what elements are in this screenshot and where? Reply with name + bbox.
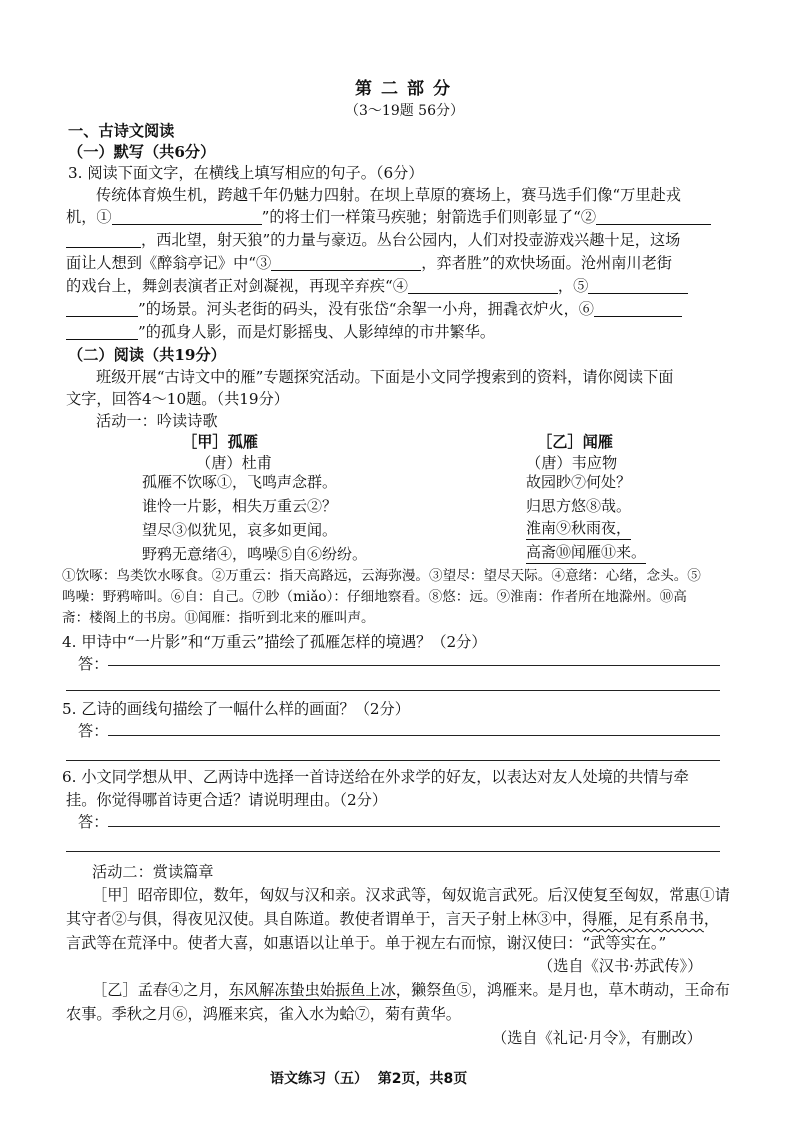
classical-yi-source: （选自《礼记·月令》，有删改） [492, 1029, 702, 1047]
answer-label: 答： [78, 813, 109, 831]
page-subtitle: （3～19题 56分） [345, 103, 464, 119]
classical-jia-line-3: 言武等在荒泽中。使者大喜，如惠语以让单于。单于视左右而惊，谢汉使曰：“武等实在。” [66, 934, 667, 952]
intro-line-2: 文字，回答4～10题。（共19分） [66, 390, 289, 408]
annotation-line-1: ①饮啄：鸟类饮水啄食。②万重云：指天高路远，云海弥漫。③望尽：望尽天际。④意绪：心绪，念头。⑤ [62, 568, 701, 584]
question-5: 5. 乙诗的画线句描绘了一幅什么样的画面？（2分） [62, 700, 410, 718]
poem-jia-author: （唐）杜甫 [196, 454, 272, 472]
question-4: 4. 甲诗中“一片影”和“万重云”描绘了孤雁怎样的境遇？（2分） [62, 633, 487, 651]
poem-yi-title: ［乙］闻雁 [537, 433, 613, 451]
classical-yi-line-2: 农事。季秋之月⑥，鸿雁来宾，雀入水为蛤⑦，菊有黄华。 [66, 1005, 461, 1023]
poem-yi-line: 故园眇⑦何处？ [526, 473, 632, 491]
part1-heading: （一）默写（共6分） [68, 143, 216, 161]
page-footer: 语文练习（五） 第2页，共8页 [270, 1071, 468, 1087]
poem-yi-author: （唐）韦应物 [526, 454, 618, 472]
part2-heading: （二）阅读（共19分） [68, 346, 226, 364]
answer-line[interactable] [66, 690, 720, 691]
q3-stem: 3. 阅读下面文字，在横线上填写相应的句子。（6分） [68, 164, 424, 182]
annotation-line-3: 斋：楼阁上的书房。⑪闻雁：指听到北来的雁叫声。 [62, 610, 375, 626]
passage-line-6: ”的场景。河头老街的码头，没有张岱“余挐一小舟，拥毳衣炉火，⑥ [66, 298, 682, 320]
page-title: 第二部分 [355, 79, 459, 99]
passage-line-3: ，西北望，射天狼”的力量与豪迈。丛台公园内，人们对投壶游戏兴趣十足，这场 [66, 229, 680, 251]
passage-line-2: 机，① ”的将士们一样策马疾驰；射箭选手们则彰显了“② [66, 206, 711, 228]
answer-blank-4[interactable] [408, 278, 558, 294]
poem-jia-line: 谁怜一片影，相失万重云②？ [142, 497, 338, 515]
classical-jia-line-1: ［甲］昭帝即位，数年，匈奴与汉和亲。汉求武等，匈奴诡言武死。后汉使复至匈奴，常惠①请 [92, 886, 730, 904]
intro-line-1: 班级开展“古诗文中的雁”专题探究活动。下面是小文同学搜索到的资料，请你阅读下面 [96, 368, 674, 386]
classical-jia-source: （选自《汉书·苏武传》） [538, 957, 703, 975]
answer-blank-2[interactable] [596, 209, 711, 225]
answer-blank-6[interactable] [594, 301, 682, 317]
annotation-line-2: 鸣噪：野鸦啼叫。⑥自：自己。⑦眇（miǎo）：仔细地察看。⑧悠：远。⑨淮南：作者所在地滁州。⑩高 [62, 589, 687, 605]
question-6-line-2: 挂。你觉得哪首诗更合适？请说明理由。（2分） [66, 791, 388, 809]
poem-jia-line: 野鸦无意绪④，鸣噪⑤自⑥纷纷。 [142, 545, 368, 563]
activity2-heading: 活动二：赏读篇章 [92, 863, 214, 881]
answer-blank-5[interactable] [588, 278, 688, 294]
question-6-line-1: 6. 小文同学想从甲、乙两诗中选择一首诗送给在外求学的好友，以表达对友人处境的共情与牵 [62, 768, 689, 786]
underlined-phrase: 东风解冻蛰虫始振鱼上冰 [228, 981, 396, 999]
answer-label: 答： [78, 722, 109, 740]
answer-blank-5-cont[interactable] [66, 301, 138, 317]
passage-line-7: ”的孤身人影，而是灯影摇曳、人影绰绰的市井繁华。 [66, 321, 495, 343]
answer-blank-1[interactable] [112, 209, 262, 225]
poem-jia-title: ［甲］孤雁 [182, 433, 258, 451]
poem-jia-line: 望尽③似犹见，哀多如更闻。 [142, 521, 338, 539]
classical-yi-line-1: ［乙］孟春④之月，东风解冻蛰虫始振鱼上冰，獭祭鱼⑤，鸿雁来。是月也，草木萌动，王命布 [92, 981, 730, 999]
wavy-underlined-phrase: 得雁，足有系帛书 [582, 910, 704, 928]
poem-yi-underlined-line: 高斋⑩闻雁⑪来。 [526, 542, 646, 564]
passage-line-4: 面让人想到《醉翁亭记》中“③ ，弈者胜”的欢快场面。沧州南川老街 [66, 254, 672, 272]
passage-line-1: 传统体育焕生机，跨越千年仍魅力四射。在坝上草原的赛场上，赛马选手们像“万里赴戎 [96, 186, 681, 204]
activity1-heading: 活动一：吟读诗歌 [96, 412, 218, 430]
answer-line[interactable] [108, 826, 720, 827]
passage-line-5: 的戏台上，舞剑表演者正对剑凝视，再现辛弃疾“④ ，⑤ [66, 275, 688, 297]
answer-line[interactable] [108, 735, 720, 736]
poem-yi-underlined-line: 淮南⑨秋雨夜， [526, 518, 631, 540]
answer-line[interactable] [66, 760, 720, 761]
section-heading: 一、古诗文阅读 [68, 122, 175, 140]
answer-blank-6-cont[interactable] [66, 324, 138, 340]
answer-blank-3[interactable] [271, 255, 421, 271]
answer-label: 答： [78, 655, 109, 673]
answer-line[interactable] [108, 665, 720, 666]
answer-line[interactable] [66, 851, 720, 852]
classical-jia-line-2: 其守者②与俱，得夜见汉使。具自陈道。教使者谓单于，言天子射上林③中，得雁，足有系帛书， [66, 910, 720, 928]
answer-blank-2-cont[interactable] [66, 232, 141, 248]
poem-yi-line: 归思方悠⑧哉。 [526, 497, 632, 515]
poem-jia-line: 孤雁不饮啄①，飞鸣声念群。 [142, 473, 338, 491]
